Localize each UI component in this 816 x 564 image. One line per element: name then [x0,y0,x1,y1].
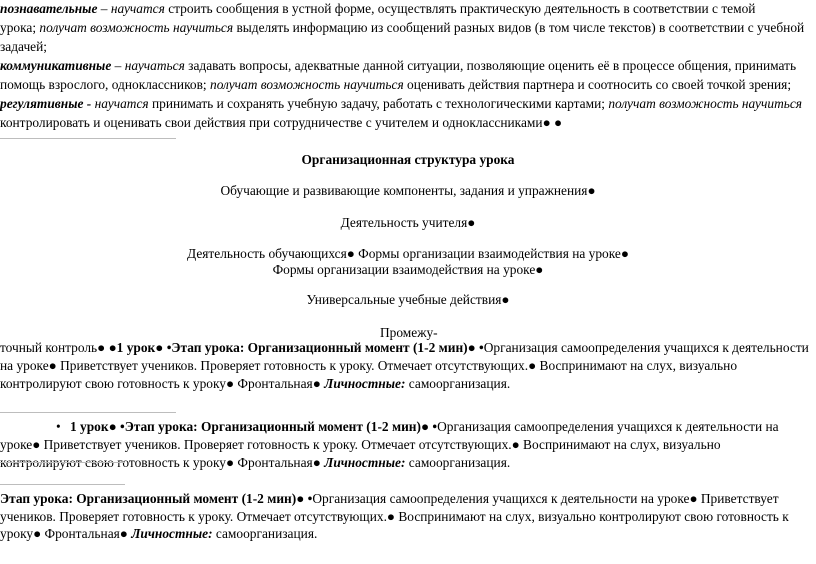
text-run: Организация самоопределения учащихся к деятельности [483,340,809,355]
structure-students: Деятельность обучающихся● Формы организации взаимодействия на уроке● [187,246,629,261]
text-run: строить сообщения в устной форме, осуществлять практическую деятельность в соответствии с темой [164,1,756,16]
text-run: получат возможность научиться [210,77,404,92]
structure-components: Обучающие и развивающие компоненты, задания и упражнения● [220,183,596,198]
text-run: Организация самоопределения учащихся к деятельности на уроке● Приветствует [312,491,779,506]
text-run: – [97,1,111,16]
intro-line-6 [0,95,802,113]
text-run: принимать и сохранять учебную задачу, работать с технологическими картами; [148,96,609,111]
section3-line-3 [0,525,317,543]
intro-line-3 [0,38,47,56]
text-run: регулятивные [0,96,84,111]
structure-uud: Универсальные учебные действия● [306,292,510,307]
structure-forms: Формы организации взаимодействия на уроке● [272,262,544,277]
text-run: – [111,58,125,73]
separator-rule [0,484,125,485]
text-run: научаться [124,58,185,73]
text-run: самоорганизация. [405,376,511,391]
section2-line-3 [0,454,510,472]
text-run: урока; [0,20,40,35]
separator-rule [0,138,176,139]
text-run: Личностные: [324,455,406,470]
text-run: контролируют свою готовность к уроку● Фронтальная● [0,376,325,391]
text-run: Личностные: [131,526,213,541]
text-run: научатся [94,96,149,111]
text-run: выделять информацию из сообщений разных видов (в том числе текстов) в соответствии с учебной [233,20,805,35]
intro-line-1 [0,0,755,18]
text-run: самоорганизация. [405,455,511,470]
text-run: Организация самоопределения учащихся к деятельности на [437,419,779,434]
text-run: получат возможность научиться [39,20,234,35]
intro-line-5 [0,76,791,94]
text-run: коммуникативные [0,58,112,73]
text-run: задачей; [0,39,48,54]
intro-line-4 [0,57,796,75]
text-run: оценивать действия партнера и соотносить со своей точкой зрения; [403,77,792,92]
intro-line-2 [0,19,804,37]
text-run: научатся [110,1,165,16]
separator-rule [0,462,125,463]
text-run: - [83,96,95,111]
text-run: точный контроль● ● [0,340,117,355]
text-run: 1 урок● •Этап урока: Организационный момент (1-2 мин)● • [70,419,438,434]
text-run: получат возможность научиться [608,96,803,111]
text-run: Личностные: [324,376,406,391]
text-run: задавать вопросы, адекватные данной ситуации, позволяющие оценить её в процессе общения, принимать [184,58,797,73]
section2-line-1 [70,418,779,436]
section2-bullet: • [56,419,61,434]
text-run: уроке● Приветствует учеников. Проверяет готовность к уроку. Отмечает отсутствующих.● Воспринимают на слух, визуально [0,437,721,452]
text-run: 1 урок● •Этап урока: Организационный момент (1-2 мин)● • [116,340,484,355]
text-run: познавательные [0,1,98,16]
section1-line-1 [0,339,809,357]
separator-rule [0,412,176,413]
section1-line-3 [0,375,510,393]
structure-teacher: Деятельность учителя● [340,215,476,230]
text-run: на уроке● Приветствует учеников. Проверяет готовность к уроку. Отмечает отсутствующих.● Воспринимают на слух, визуально [0,358,738,373]
text-run: учеников. Проверяет готовность к уроку. Отмечает отсутствующих.● Воспринимают на слух, визуально контролируют свою готовность к [0,509,789,524]
text-run: самоорганизация. [212,526,318,541]
text-run: помощь взрослого, одноклассников; [0,77,210,92]
text-run: Этап урока: Организационный момент (1-2 мин)● • [0,491,313,506]
structure-interim: Промежу- [380,325,438,340]
section1-line-2 [0,357,737,375]
section2-line-2 [0,436,721,454]
section3-line-1 [0,490,779,508]
text-run: уроку● Фронтальная● [0,526,132,541]
intro-line-7 [0,114,562,132]
section3-line-2 [0,508,789,526]
text-run: контролировать и оценивать свои действия при сотрудничестве с учителем и одноклассниками● ● [0,115,563,130]
text-run: контролируют свою готовность к уроку● Фронтальная● [0,455,325,470]
structure-title: Организационная структура урока [301,152,515,167]
